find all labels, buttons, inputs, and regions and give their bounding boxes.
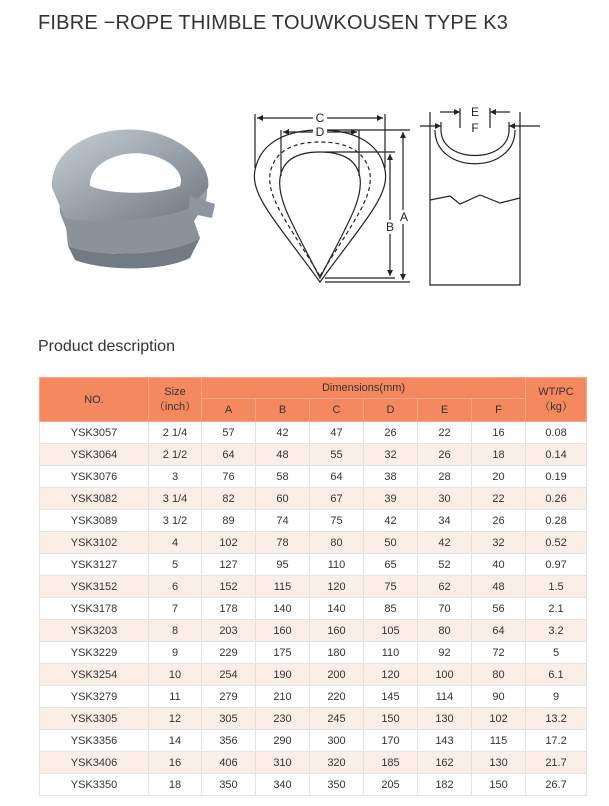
cell-weight: 3.2 xyxy=(526,620,587,642)
cell-size: 11 xyxy=(149,686,202,708)
cell-size: 4 xyxy=(149,532,202,554)
cell-weight: 5 xyxy=(526,642,587,664)
table-row xyxy=(40,664,587,686)
table-row xyxy=(40,554,587,576)
header-col-c: C xyxy=(310,399,364,422)
cell-b: 190 xyxy=(256,664,310,686)
cell-d: 170 xyxy=(364,730,418,752)
cell-d: 32 xyxy=(364,444,418,466)
cell-f: 115 xyxy=(472,730,526,752)
cell-size: 8 xyxy=(149,620,202,642)
cell-e: 28 xyxy=(418,466,472,488)
dim-label-d: D xyxy=(315,125,325,139)
header-weight xyxy=(526,378,587,422)
cell-c: 80 xyxy=(310,532,364,554)
cell-weight: 21.7 xyxy=(526,752,587,774)
cell-e: 30 xyxy=(418,488,472,510)
cell-no: YSK3127 xyxy=(40,554,149,576)
cell-b: 210 xyxy=(256,686,310,708)
cell-f: 64 xyxy=(472,620,526,642)
cell-a: 127 xyxy=(202,554,256,576)
cell-d: 75 xyxy=(364,576,418,598)
table-row xyxy=(40,774,587,796)
cell-d: 65 xyxy=(364,554,418,576)
table-row xyxy=(40,510,587,532)
table-row xyxy=(40,422,587,444)
cell-a: 152 xyxy=(202,576,256,598)
header-col-f: F xyxy=(472,399,526,422)
cell-b: 115 xyxy=(256,576,310,598)
cell-a: 102 xyxy=(202,532,256,554)
cell-d: 38 xyxy=(364,466,418,488)
cell-d: 145 xyxy=(364,686,418,708)
cell-f: 32 xyxy=(472,532,526,554)
cell-a: 82 xyxy=(202,488,256,510)
header-size xyxy=(149,378,202,422)
cell-b: 42 xyxy=(256,422,310,444)
dim-label-f: F xyxy=(471,121,479,135)
product-table xyxy=(39,377,587,796)
cell-e: 34 xyxy=(418,510,472,532)
header-col-b: B xyxy=(256,399,310,422)
cell-size: 9 xyxy=(149,642,202,664)
cell-d: 150 xyxy=(364,708,418,730)
cell-e: 114 xyxy=(418,686,472,708)
cell-a: 64 xyxy=(202,444,256,466)
header-col-d: D xyxy=(364,399,418,422)
cell-f: 102 xyxy=(472,708,526,730)
cell-no: YSK3203 xyxy=(40,620,149,642)
cell-d: 26 xyxy=(364,422,418,444)
cell-weight: 0.26 xyxy=(526,488,587,510)
cell-weight: 0.28 xyxy=(526,510,587,532)
cell-c: 47 xyxy=(310,422,364,444)
dim-label-b: B xyxy=(385,220,395,234)
cell-d: 105 xyxy=(364,620,418,642)
cell-e: 22 xyxy=(418,422,472,444)
cell-c: 220 xyxy=(310,686,364,708)
cell-e: 80 xyxy=(418,620,472,642)
cell-size: 2 1/2 xyxy=(149,444,202,466)
cell-f: 40 xyxy=(472,554,526,576)
cell-a: 305 xyxy=(202,708,256,730)
cell-size: 7 xyxy=(149,598,202,620)
cell-weight: 0.19 xyxy=(526,466,587,488)
cell-no: YSK3102 xyxy=(40,532,149,554)
cell-no: YSK3178 xyxy=(40,598,149,620)
cell-a: 89 xyxy=(202,510,256,532)
dim-label-c: C xyxy=(315,111,325,125)
cell-no: YSK3279 xyxy=(40,686,149,708)
cell-weight: 0.97 xyxy=(526,554,587,576)
cell-c: 160 xyxy=(310,620,364,642)
header-weight-unit: （kg） xyxy=(539,400,573,413)
cell-b: 175 xyxy=(256,642,310,664)
cell-no: YSK3057 xyxy=(40,422,149,444)
table-row xyxy=(40,708,587,730)
cell-f: 80 xyxy=(472,664,526,686)
cell-size: 10 xyxy=(149,664,202,686)
cell-d: 39 xyxy=(364,488,418,510)
section-title: Product description xyxy=(38,338,175,355)
cell-no: YSK3254 xyxy=(40,664,149,686)
cell-f: 16 xyxy=(472,422,526,444)
cell-no: YSK3305 xyxy=(40,708,149,730)
cell-e: 162 xyxy=(418,752,472,774)
cell-b: 74 xyxy=(256,510,310,532)
header-col-e: E xyxy=(418,399,472,422)
cell-weight: 0.08 xyxy=(526,422,587,444)
cell-size: 3 1/2 xyxy=(149,510,202,532)
cell-e: 100 xyxy=(418,664,472,686)
cell-c: 245 xyxy=(310,708,364,730)
table-row xyxy=(40,444,587,466)
thimble-photo xyxy=(40,118,235,283)
cell-a: 279 xyxy=(202,686,256,708)
cell-b: 78 xyxy=(256,532,310,554)
header-col-a: A xyxy=(202,399,256,422)
table-row xyxy=(40,730,587,752)
cell-e: 26 xyxy=(418,444,472,466)
cell-d: 205 xyxy=(364,774,418,796)
cell-no: YSK3356 xyxy=(40,730,149,752)
header-weight-label: WT/PC xyxy=(538,385,574,398)
cell-c: 55 xyxy=(310,444,364,466)
cell-c: 120 xyxy=(310,576,364,598)
cell-weight: 17.2 xyxy=(526,730,587,752)
cell-f: 150 xyxy=(472,774,526,796)
table-row xyxy=(40,532,587,554)
cell-size: 16 xyxy=(149,752,202,774)
cell-f: 26 xyxy=(472,510,526,532)
cell-a: 356 xyxy=(202,730,256,752)
table-row xyxy=(40,752,587,774)
header-no: NO. xyxy=(40,378,149,422)
cell-no: YSK3076 xyxy=(40,466,149,488)
cell-f: 18 xyxy=(472,444,526,466)
cell-b: 290 xyxy=(256,730,310,752)
cell-weight: 0.52 xyxy=(526,532,587,554)
cell-weight: 26.7 xyxy=(526,774,587,796)
cell-b: 230 xyxy=(256,708,310,730)
cell-a: 350 xyxy=(202,774,256,796)
cell-c: 64 xyxy=(310,466,364,488)
cell-no: YSK3406 xyxy=(40,752,149,774)
table-row xyxy=(40,576,587,598)
cell-a: 254 xyxy=(202,664,256,686)
cell-d: 42 xyxy=(364,510,418,532)
cell-f: 90 xyxy=(472,686,526,708)
cell-a: 203 xyxy=(202,620,256,642)
cell-d: 110 xyxy=(364,642,418,664)
dim-label-e: E xyxy=(470,105,480,119)
table-row xyxy=(40,620,587,642)
table-row xyxy=(40,488,587,510)
cell-size: 5 xyxy=(149,554,202,576)
cell-weight: 13.2 xyxy=(526,708,587,730)
cell-b: 95 xyxy=(256,554,310,576)
cell-weight: 1.5 xyxy=(526,576,587,598)
cell-c: 110 xyxy=(310,554,364,576)
page-title: FIBRE −ROPE THIMBLE TOUWKOUSEN TYPE K3 xyxy=(38,12,509,34)
cell-e: 130 xyxy=(418,708,472,730)
cell-e: 42 xyxy=(418,532,472,554)
table-row xyxy=(40,686,587,708)
cell-e: 62 xyxy=(418,576,472,598)
cell-e: 92 xyxy=(418,642,472,664)
cell-c: 180 xyxy=(310,642,364,664)
cell-no: YSK3152 xyxy=(40,576,149,598)
cell-e: 52 xyxy=(418,554,472,576)
cell-e: 143 xyxy=(418,730,472,752)
cell-weight: 2.1 xyxy=(526,598,587,620)
cell-c: 200 xyxy=(310,664,364,686)
header-dimensions: Dimensions(mm) xyxy=(202,378,526,399)
cell-d: 185 xyxy=(364,752,418,774)
table-row xyxy=(40,642,587,664)
cell-b: 160 xyxy=(256,620,310,642)
cell-e: 70 xyxy=(418,598,472,620)
cell-size: 3 xyxy=(149,466,202,488)
thimble-dimension-drawing xyxy=(245,100,580,300)
cell-size: 12 xyxy=(149,708,202,730)
header-size-label: Size xyxy=(164,385,186,398)
cell-no: YSK3229 xyxy=(40,642,149,664)
cell-c: 350 xyxy=(310,774,364,796)
cell-a: 57 xyxy=(202,422,256,444)
cell-a: 76 xyxy=(202,466,256,488)
cell-c: 75 xyxy=(310,510,364,532)
cell-b: 340 xyxy=(256,774,310,796)
cell-size: 18 xyxy=(149,774,202,796)
cell-d: 50 xyxy=(364,532,418,554)
cell-c: 140 xyxy=(310,598,364,620)
cell-c: 300 xyxy=(310,730,364,752)
cell-a: 406 xyxy=(202,752,256,774)
cell-f: 48 xyxy=(472,576,526,598)
cell-c: 320 xyxy=(310,752,364,774)
cell-no: YSK3350 xyxy=(40,774,149,796)
product-table-body xyxy=(40,422,587,796)
cell-size: 2 1/4 xyxy=(149,422,202,444)
cell-size: 6 xyxy=(149,576,202,598)
cell-f: 20 xyxy=(472,466,526,488)
cell-a: 229 xyxy=(202,642,256,664)
cell-d: 120 xyxy=(364,664,418,686)
cell-b: 48 xyxy=(256,444,310,466)
dim-label-a: A xyxy=(399,210,409,224)
cell-a: 178 xyxy=(202,598,256,620)
table-row xyxy=(40,466,587,488)
cell-weight: 0.14 xyxy=(526,444,587,466)
cell-f: 72 xyxy=(472,642,526,664)
cell-weight: 9 xyxy=(526,686,587,708)
cell-size: 14 xyxy=(149,730,202,752)
cell-b: 310 xyxy=(256,752,310,774)
cell-no: YSK3082 xyxy=(40,488,149,510)
product-table-container xyxy=(39,377,586,796)
cell-f: 56 xyxy=(472,598,526,620)
cell-b: 140 xyxy=(256,598,310,620)
cell-d: 85 xyxy=(364,598,418,620)
cell-f: 130 xyxy=(472,752,526,774)
cell-e: 182 xyxy=(418,774,472,796)
cell-c: 67 xyxy=(310,488,364,510)
cell-weight: 6.1 xyxy=(526,664,587,686)
table-row xyxy=(40,598,587,620)
cell-b: 60 xyxy=(256,488,310,510)
cell-no: YSK3089 xyxy=(40,510,149,532)
cell-no: YSK3064 xyxy=(40,444,149,466)
cell-b: 58 xyxy=(256,466,310,488)
cell-size: 3 1/4 xyxy=(149,488,202,510)
cell-f: 22 xyxy=(472,488,526,510)
header-size-unit: （inch） xyxy=(153,400,197,413)
